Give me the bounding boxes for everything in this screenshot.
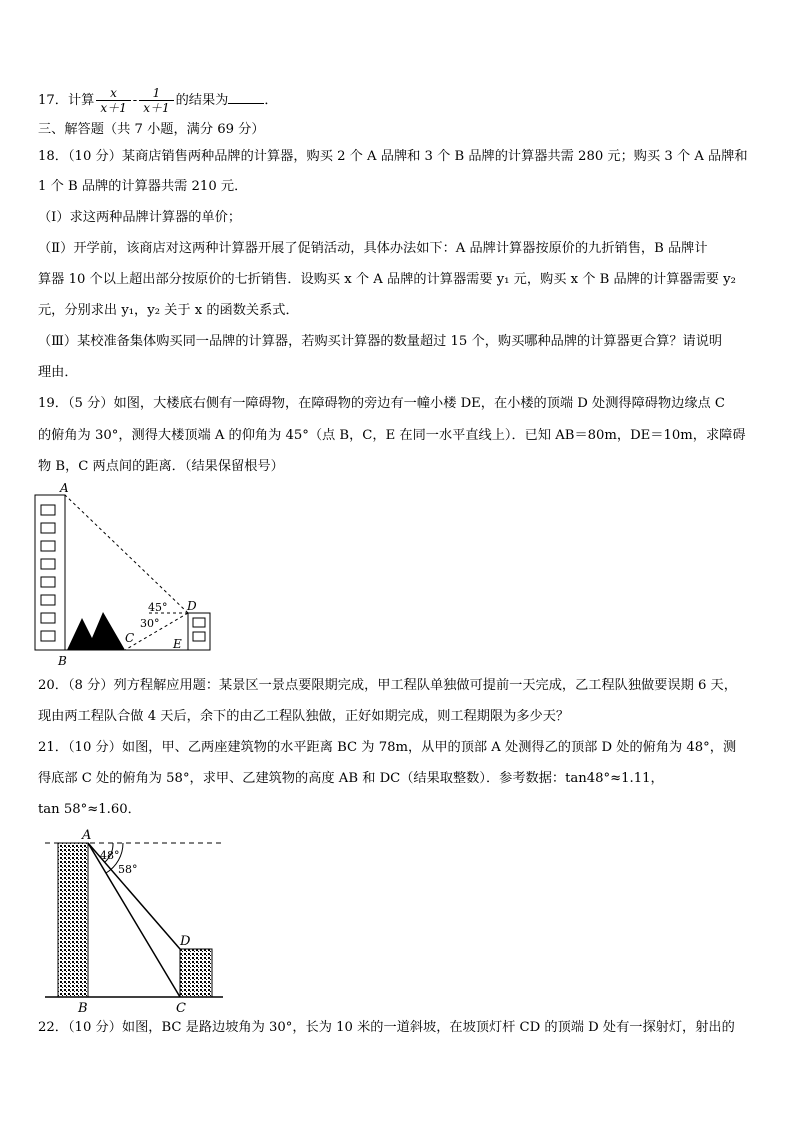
label-C: C [125, 631, 135, 645]
answer-blank[interactable] [228, 91, 264, 104]
label-D: D [187, 599, 197, 613]
q18-part-2c: 元，分别求出 y₁，y₂ 关于 x 的函数关系式． [38, 303, 299, 318]
q19-line-3: 物 B，C 两点间的距离．（结果保留根号） [38, 459, 284, 474]
q17-prefix: 17．计算 [38, 93, 95, 108]
building-DC [180, 949, 212, 997]
q18-part-3a: （Ⅲ）某校准备集体购买同一品牌的计算器，若购买计算器的数量超过 15 个，购买哪种品牌的计算器更合算？请说明 [38, 334, 723, 349]
q18-part-3b: 理由． [38, 365, 78, 380]
obstacle [67, 612, 125, 650]
angle-45: 45° [148, 601, 168, 614]
small-window-2 [193, 632, 205, 641]
q18-part-2b: 算器 10 个以上超出部分按原价的七折销售．设购买 x 个 A 品牌的计算器需要 y₁ 元，购买 x 个 B 品牌的计算器需要 y₂ [38, 272, 736, 287]
q21-figure [40, 825, 230, 1015]
q19-line-1: 19．（5 分）如图，大楼底右侧有一障碍物，在障碍物的旁边有一幢小楼 DE，在小楼的顶端 D 处测得障碍物边缘点 C [38, 396, 726, 411]
q18-part-1: （Ⅰ）求这两种品牌计算器的单价； [38, 210, 242, 225]
building-AB [58, 843, 88, 997]
tall-building [35, 495, 65, 650]
angle-48: 48° [100, 849, 120, 862]
label-B: B [58, 654, 67, 668]
q22-line-1: 22．（10 分）如图，BC 是路边坡角为 30°，长为 10 米的一道斜坡，在坡顶灯杆 CD 的顶端 D 处有一探射灯，射出的 [38, 1020, 735, 1035]
question-17: 17．计算 $\frac{x}{x+1}$ - $\frac{1}{x+1}$ 的结果为 ． [38, 86, 278, 115]
q21-line-2: 得底部 C 处的俯角为 58°，求甲、乙建筑物的高度 AB 和 DC（结果取整数）．参考数据：tan48°≈1.11， [38, 771, 664, 786]
label-E: E [173, 637, 182, 651]
label-A: A [60, 481, 69, 495]
angle-58: 58° [118, 863, 138, 876]
building-windows [41, 505, 55, 641]
q18-part-2a: （Ⅱ）开学前，该商店对这两种计算器开展了促销活动，具体办法如下：A 品牌计算器按原价的九折销售，B 品牌计 [38, 241, 708, 256]
q17-fraction-2: $\frac{1}{x+1}$ [139, 86, 173, 115]
section-heading: 三、解答题（共 7 小题，满分 69 分） [38, 122, 265, 137]
q20-line-2: 现由两工程队合做 4 天后，余下的由乙工程队独做，正好如期完成，则工程期限为多少天？ [38, 709, 570, 724]
small-window-1 [193, 618, 205, 627]
q21-line-3: tan 58°≈1.60． [38, 802, 141, 817]
label-C: C [176, 1001, 186, 1015]
q19-figure [30, 480, 220, 668]
q17-fraction-1: $\frac{x}{x+1}$ [96, 86, 130, 115]
q18-line-2: 1 个 B 品牌的计算器共需 210 元． [38, 179, 248, 194]
label-B: B [78, 1001, 88, 1015]
q20-line-1: 20．（8 分）列方程解应用题：某景区一景点要限期完成，甲工程队单独做可提前一天完成，乙工程队独做要误期 6 天， [38, 678, 737, 693]
sight-line-DA [65, 495, 188, 613]
angle-30: 30° [140, 617, 160, 630]
q18-line-1: 18．（10 分）某商店销售两种品牌的计算器，购买 2 个 A 品牌和 3 个 B 品牌的计算器共需 280 元；购买 3 个 A 品牌和 [38, 149, 748, 164]
q19-line-2: 的俯角为 30°，测得大楼顶端 A 的仰角为 45°（点 B，C，E 在同一水平直线上）．已知 AB＝80m，DE＝10m，求障碍 [38, 428, 746, 443]
label-D: D [180, 934, 191, 949]
q21-line-1: 21．（10 分）如图，甲、乙两座建筑物的水平距离 BC 为 78m，从甲的顶部 A 处测得乙的顶部 D 处的俯角为 48°，测 [38, 740, 737, 755]
label-A: A [82, 828, 92, 843]
